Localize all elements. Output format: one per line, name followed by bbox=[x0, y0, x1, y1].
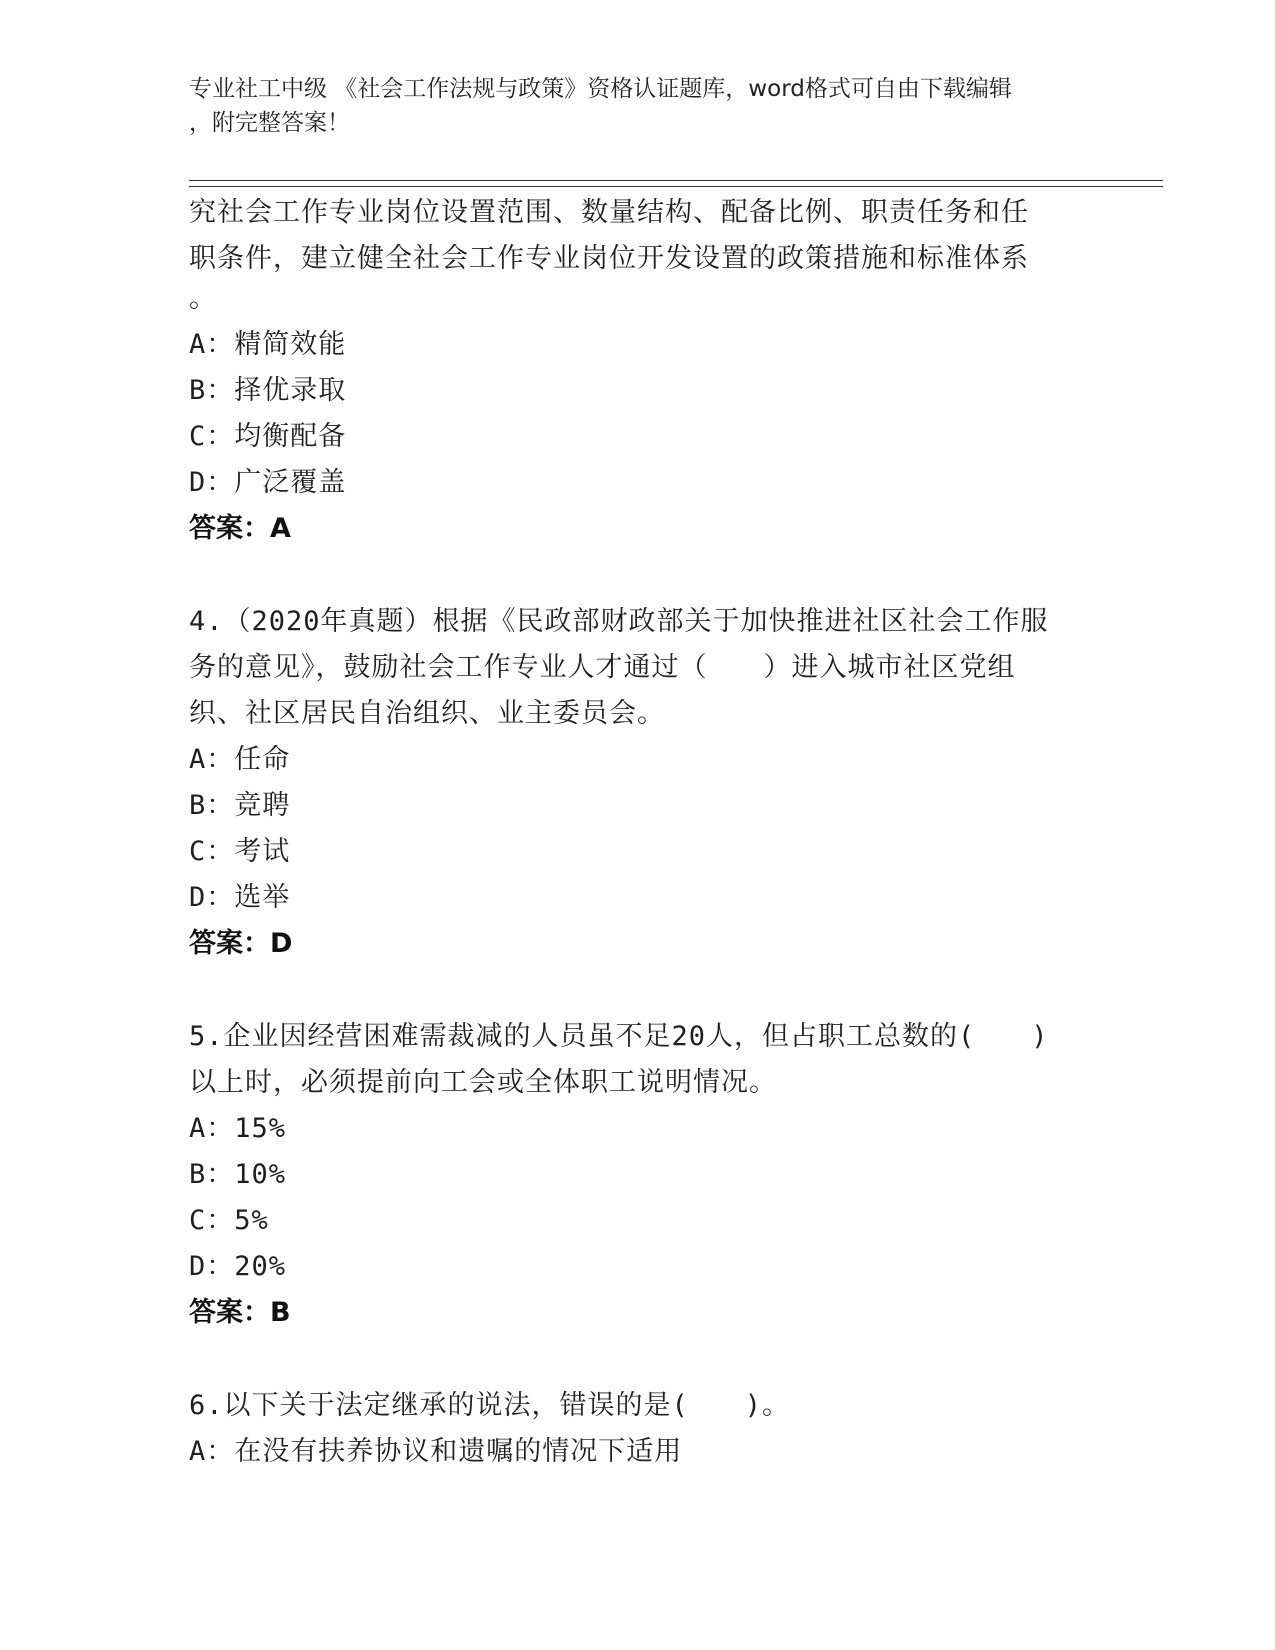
question-stem-line: 。 bbox=[189, 283, 217, 314]
question-3 bbox=[189, 190, 1089, 552]
header-title-line-1: 专业社工中级 《社会工作法规与政策》资格认证题库，word格式可自由下载编辑 bbox=[189, 76, 1012, 102]
question-stem-line: 织、社区居民自治组织、业主委员会。 bbox=[189, 698, 665, 729]
document-body bbox=[189, 190, 1089, 1475]
option-b: B：择优录取 bbox=[189, 375, 347, 406]
question-stem-line: 职条件，建立健全社会工作专业岗位开发设置的政策措施和标准体系 bbox=[189, 243, 1029, 274]
question-stem-line: 6.以下关于法定继承的说法，错误的是( )。 bbox=[189, 1390, 791, 1421]
option-c: C：5% bbox=[189, 1205, 269, 1236]
option-a: A：在没有扶养协议和遗嘱的情况下适用 bbox=[189, 1436, 683, 1467]
option-d: D：广泛覆盖 bbox=[189, 467, 347, 498]
question-5 bbox=[189, 1014, 1089, 1336]
header-divider-top bbox=[189, 180, 1163, 181]
option-b: B：10% bbox=[189, 1159, 287, 1190]
option-a: A：15% bbox=[189, 1113, 287, 1144]
answer-line: 答案：D bbox=[189, 928, 293, 959]
question-4 bbox=[189, 599, 1089, 967]
option-a: A：精简效能 bbox=[189, 329, 347, 360]
answer-line: 答案：A bbox=[189, 513, 291, 544]
option-b: B：竞聘 bbox=[189, 790, 291, 821]
question-stem-line: 4.（2020年真题）根据《民政部财政部关于加快推进社区社会工作服 bbox=[189, 606, 1049, 637]
question-stem-line: 究社会工作专业岗位设置范围、数量结构、配备比例、职责任务和任 bbox=[189, 197, 1029, 228]
option-d: D：20% bbox=[189, 1251, 287, 1282]
question-stem-line: 5.企业因经营困难需裁减的人员虽不足20人，但占职工总数的( ) bbox=[189, 1021, 1049, 1052]
option-c: C：均衡配备 bbox=[189, 421, 347, 452]
question-stem-line: 务的意见》，鼓励社会工作专业人才通过（ ）进入城市社区党组 bbox=[189, 652, 1016, 683]
page-header bbox=[189, 72, 1089, 140]
header-title-line-2: ，附完整答案！ bbox=[189, 110, 350, 136]
answer-line: 答案：B bbox=[189, 1297, 291, 1328]
header-divider-bottom bbox=[189, 186, 1163, 187]
question-6 bbox=[189, 1383, 1089, 1475]
option-c: C：考试 bbox=[189, 836, 291, 867]
question-stem-line: 以上时，必须提前向工会或全体职工说明情况。 bbox=[189, 1067, 777, 1098]
option-a: A：任命 bbox=[189, 744, 291, 775]
option-d: D：选举 bbox=[189, 882, 291, 913]
